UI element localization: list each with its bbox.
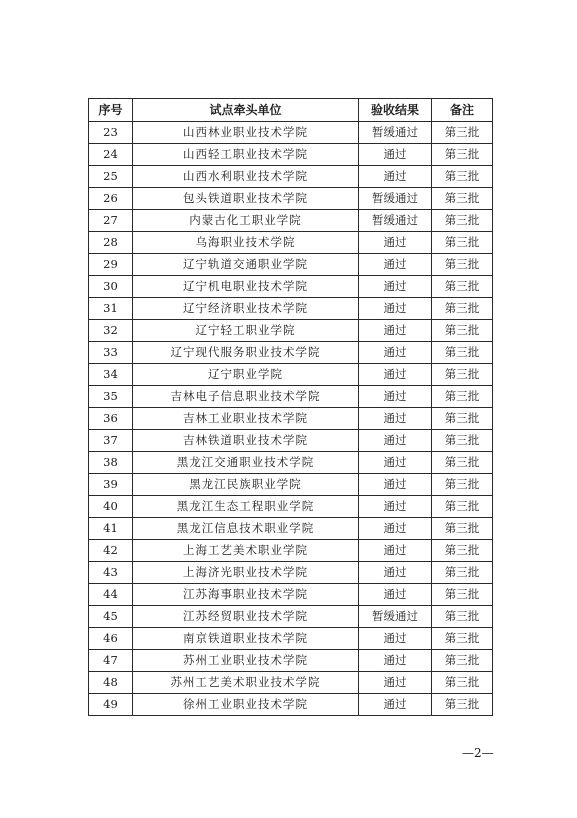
header-lead-unit: 试点牵头单位 <box>133 99 359 122</box>
row-result: 通过 <box>359 364 432 386</box>
row-index: 42 <box>89 540 133 562</box>
row-lead-unit: 辽宁现代服务职业技术学院 <box>133 342 359 364</box>
row-remark: 第三批 <box>432 672 493 694</box>
row-index: 34 <box>89 364 133 386</box>
table-row <box>89 584 493 606</box>
row-result: 通过 <box>359 518 432 540</box>
row-index: 32 <box>89 320 133 342</box>
row-result: 通过 <box>359 474 432 496</box>
table-row <box>89 210 493 232</box>
table-row <box>89 606 493 628</box>
row-result: 通过 <box>359 562 432 584</box>
row-result: 通过 <box>359 232 432 254</box>
row-lead-unit: 黑龙江生态工程职业学院 <box>133 496 359 518</box>
row-index: 35 <box>89 386 133 408</box>
table-row <box>89 188 493 210</box>
row-lead-unit: 黑龙江交通职业技术学院 <box>133 452 359 474</box>
table-row <box>89 672 493 694</box>
table-body <box>89 122 493 716</box>
row-result: 通过 <box>359 628 432 650</box>
row-remark: 第三批 <box>432 320 493 342</box>
row-lead-unit: 黑龙江信息技术职业学院 <box>133 518 359 540</box>
header-result: 验收结果 <box>359 99 432 122</box>
row-index: 47 <box>89 650 133 672</box>
row-index: 44 <box>89 584 133 606</box>
row-result: 通过 <box>359 342 432 364</box>
row-lead-unit: 包头铁道职业技术学院 <box>133 188 359 210</box>
row-index: 26 <box>89 188 133 210</box>
row-index: 49 <box>89 694 133 716</box>
row-remark: 第三批 <box>432 232 493 254</box>
row-result: 通过 <box>359 144 432 166</box>
row-lead-unit: 徐州工业职业技术学院 <box>133 694 359 716</box>
row-lead-unit: 山西水利职业技术学院 <box>133 166 359 188</box>
row-result: 通过 <box>359 496 432 518</box>
row-remark: 第三批 <box>432 540 493 562</box>
row-index: 45 <box>89 606 133 628</box>
row-lead-unit: 内蒙古化工职业学院 <box>133 210 359 232</box>
table-row <box>89 694 493 716</box>
row-remark: 第三批 <box>432 342 493 364</box>
table-row <box>89 298 493 320</box>
row-result: 通过 <box>359 452 432 474</box>
row-index: 36 <box>89 408 133 430</box>
row-result: 通过 <box>359 650 432 672</box>
table-row <box>89 122 493 144</box>
table-row <box>89 364 493 386</box>
row-index: 23 <box>89 122 133 144</box>
row-result: 通过 <box>359 386 432 408</box>
row-remark: 第三批 <box>432 650 493 672</box>
row-result: 通过 <box>359 298 432 320</box>
row-lead-unit: 山西轻工职业技术学院 <box>133 144 359 166</box>
row-index: 41 <box>89 518 133 540</box>
row-lead-unit: 南京铁道职业技术学院 <box>133 628 359 650</box>
row-remark: 第三批 <box>432 628 493 650</box>
table-row <box>89 320 493 342</box>
table-row <box>89 496 493 518</box>
table-row <box>89 518 493 540</box>
row-lead-unit: 辽宁轨道交通职业学院 <box>133 254 359 276</box>
row-remark: 第三批 <box>432 496 493 518</box>
row-result: 通过 <box>359 540 432 562</box>
row-remark: 第三批 <box>432 254 493 276</box>
row-remark: 第三批 <box>432 584 493 606</box>
row-remark: 第三批 <box>432 122 493 144</box>
row-remark: 第三批 <box>432 430 493 452</box>
row-index: 38 <box>89 452 133 474</box>
table-row <box>89 540 493 562</box>
table-row <box>89 166 493 188</box>
header-index: 序号 <box>89 99 133 122</box>
row-result: 通过 <box>359 694 432 716</box>
row-lead-unit: 上海工艺美术职业学院 <box>133 540 359 562</box>
row-result: 暂缓通过 <box>359 122 432 144</box>
row-remark: 第三批 <box>432 562 493 584</box>
row-index: 31 <box>89 298 133 320</box>
row-lead-unit: 辽宁机电职业技术学院 <box>133 276 359 298</box>
header-remark: 备注 <box>432 99 493 122</box>
row-index: 37 <box>89 430 133 452</box>
row-lead-unit: 吉林铁道职业技术学院 <box>133 430 359 452</box>
table-row <box>89 386 493 408</box>
row-index: 28 <box>89 232 133 254</box>
row-index: 46 <box>89 628 133 650</box>
table-row <box>89 254 493 276</box>
row-remark: 第三批 <box>432 452 493 474</box>
row-lead-unit: 乌海职业技术学院 <box>133 232 359 254</box>
row-index: 40 <box>89 496 133 518</box>
row-remark: 第三批 <box>432 276 493 298</box>
row-lead-unit: 吉林工业职业技术学院 <box>133 408 359 430</box>
table-header <box>89 99 493 122</box>
row-result: 通过 <box>359 276 432 298</box>
row-lead-unit: 江苏海事职业技术学院 <box>133 584 359 606</box>
row-lead-unit: 辽宁职业学院 <box>133 364 359 386</box>
row-remark: 第三批 <box>432 364 493 386</box>
table-row <box>89 276 493 298</box>
row-result: 通过 <box>359 408 432 430</box>
row-remark: 第三批 <box>432 408 493 430</box>
table-row <box>89 650 493 672</box>
row-remark: 第三批 <box>432 694 493 716</box>
row-remark: 第三批 <box>432 518 493 540</box>
table-row <box>89 408 493 430</box>
row-remark: 第三批 <box>432 606 493 628</box>
row-lead-unit: 辽宁经济职业技术学院 <box>133 298 359 320</box>
row-lead-unit: 上海济光职业技术学院 <box>133 562 359 584</box>
row-remark: 第三批 <box>432 386 493 408</box>
row-result: 暂缓通过 <box>359 188 432 210</box>
row-lead-unit: 山西林业职业技术学院 <box>133 122 359 144</box>
row-index: 39 <box>89 474 133 496</box>
table-row <box>89 452 493 474</box>
row-lead-unit: 苏州工艺美术职业技术学院 <box>133 672 359 694</box>
table-row <box>89 430 493 452</box>
row-remark: 第三批 <box>432 144 493 166</box>
row-remark: 第三批 <box>432 166 493 188</box>
row-lead-unit: 辽宁轻工职业学院 <box>133 320 359 342</box>
row-lead-unit: 江苏经贸职业技术学院 <box>133 606 359 628</box>
page-number: —2— <box>462 746 494 760</box>
row-remark: 第三批 <box>432 298 493 320</box>
row-index: 43 <box>89 562 133 584</box>
row-lead-unit: 黑龙江民族职业学院 <box>133 474 359 496</box>
row-result: 通过 <box>359 320 432 342</box>
row-result: 暂缓通过 <box>359 606 432 628</box>
table-row <box>89 562 493 584</box>
row-remark: 第三批 <box>432 188 493 210</box>
table-row <box>89 474 493 496</box>
row-result: 通过 <box>359 584 432 606</box>
row-index: 30 <box>89 276 133 298</box>
row-index: 29 <box>89 254 133 276</box>
row-remark: 第三批 <box>432 210 493 232</box>
acceptance-results-table <box>88 98 493 716</box>
row-result: 通过 <box>359 672 432 694</box>
row-result: 通过 <box>359 430 432 452</box>
row-index: 48 <box>89 672 133 694</box>
table-row <box>89 628 493 650</box>
table-row <box>89 232 493 254</box>
row-remark: 第三批 <box>432 474 493 496</box>
row-index: 27 <box>89 210 133 232</box>
row-result: 通过 <box>359 166 432 188</box>
row-index: 25 <box>89 166 133 188</box>
table-row <box>89 144 493 166</box>
row-result: 暂缓通过 <box>359 210 432 232</box>
row-index: 33 <box>89 342 133 364</box>
row-lead-unit: 苏州工业职业技术学院 <box>133 650 359 672</box>
row-result: 通过 <box>359 254 432 276</box>
row-lead-unit: 吉林电子信息职业技术学院 <box>133 386 359 408</box>
header-row <box>89 99 493 122</box>
table-row <box>89 342 493 364</box>
row-index: 24 <box>89 144 133 166</box>
